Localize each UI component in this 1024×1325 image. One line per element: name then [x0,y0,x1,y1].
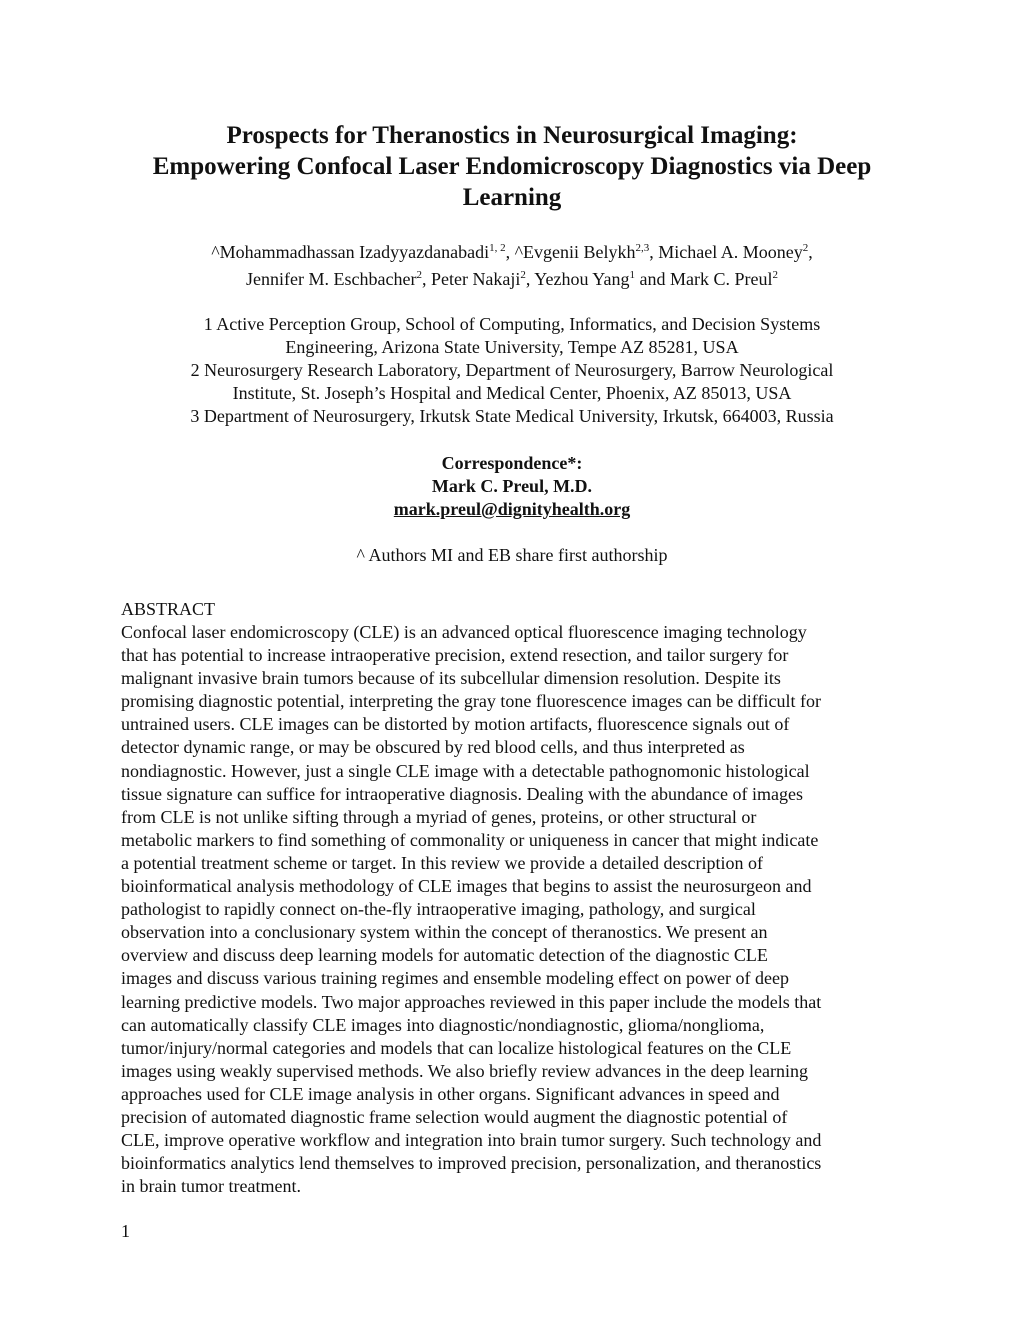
abstract-body [121,621,921,1198]
author-affiliation-marker: 2 [520,269,526,281]
abstract-line: learning predictive models. Two major approaches reviewed in this paper include the models that [121,991,822,1012]
affiliation-line: Engineering, Arizona State University, Tempe AZ 85281, USA [285,337,739,357]
author-affiliation-marker: 2,3 [635,242,650,254]
abstract-line: a potential treatment scheme or target. In this review we provide a detailed description of [121,852,763,873]
author-name: Peter Nakaji [430,269,521,289]
abstract-line: images using weakly supervised methods. We also briefly review advances in the deep learning [121,1060,809,1081]
abstract-line: metabolic markers to find something of commonality or uniqueness in cancer that might indicate [121,829,819,850]
title-line: Prospects for Theranostics in Neurosurgical Imaging: [226,122,798,149]
author-separator: , [421,269,431,289]
abstract-line: can automatically classify CLE images into diagnostic/nondiagnostic, glioma/nonglioma, [121,1014,765,1035]
correspondence-name: Mark C. Preul, M.D. [431,476,593,496]
abstract-line: that has potential to increase intraoperative precision, extend resection, and tailor surgery for [121,645,789,666]
author-name: ^Mohammadhassan Izadyyazdanabadi [211,242,490,262]
author-name: Yezhou Yang [534,269,630,289]
author-list [90,239,934,293]
correspondence-label: Correspondence*: [441,453,583,473]
author-separator: and [634,269,670,289]
abstract-line: detector dynamic range, or may be obscured by red blood cells, and thus interpreted as [121,737,745,758]
affiliation-line: 3 Department of Neurosurgery, Irkutsk State Medical University, Irkutsk, 664003, Russia [190,406,834,426]
affiliation-line: Institute, St. Joseph’s Hospital and Medical Center, Phoenix, AZ 85013, USA [232,383,792,403]
title-line: Learning [462,184,562,211]
author-affiliation-marker: 1, 2 [489,242,506,254]
authorship-note: ^ Authors MI and EB share first authorship [356,545,668,565]
abstract-line: overview and discuss deep learning models for automatic detection of the diagnostic CLE [121,945,768,966]
author-affiliation-marker: 2 [802,242,809,254]
affiliation-line: 2 Neurosurgery Research Laboratory, Department of Neurosurgery, Barrow Neurological [190,360,834,380]
author-line [90,239,934,266]
correspondence-email-link[interactable]: mark.preul@dignityhealth.org [393,499,631,519]
abstract-line: tumor/injury/normal categories and models that can localize histological features on the CLE [121,1037,792,1058]
abstract-line: precision of automated diagnostic frame selection would augment the diagnostic potential of [121,1106,788,1127]
abstract-line: tissue signature can suffice for intraoperative diagnosis. Dealing with the abundance of images [121,783,803,804]
author-affiliation-marker: 2 [772,269,778,281]
author-affiliation-marker: 1 [629,269,635,281]
affiliations [90,313,934,428]
abstract-line: images and discuss various training regimes and ensemble modeling effect on power of deep [121,968,789,989]
author-name: Mark C. Preul [669,269,773,289]
author-separator: , [505,242,515,262]
author-separator: , [808,242,813,262]
abstract-line: in brain tumor treatment. [121,1176,301,1197]
paper-title [100,120,924,213]
author-name: ^Evgenii Belykh [514,242,636,262]
author-name: Michael A. Mooney [658,242,803,262]
title-line: Empowering Confocal Laser Endomicroscopy Diagnostics via Deep [152,153,872,180]
affiliation-line: 1 Active Perception Group, School of Computing, Informatics, and Decision Systems [203,314,821,334]
abstract-heading: ABSTRACT [121,599,216,619]
author-line [90,266,934,293]
abstract-line: pathologist to rapidly connect on-the-fly intraoperative imaging, pathology, and surgical [121,899,756,920]
abstract-line: observation into a conclusionary system within the concept of theranostics. We present an [121,922,768,943]
abstract-line: untrained users. CLE images can be distorted by motion artifacts, fluorescence signals out of [121,714,790,735]
abstract-line: nondiagnostic. However, just a single CLE image with a detectable pathognomonic histological [121,760,810,781]
abstract-line: approaches used for CLE image analysis in other organs. Significant advances in speed and [121,1083,780,1104]
author-separator: , [525,269,535,289]
abstract-line: promising diagnostic potential, interpreting the gray tone fluorescence images can be difficult for [121,691,821,712]
author-affiliation-marker: 2 [416,269,422,281]
abstract-line: Confocal laser endomicroscopy (CLE) is an advanced optical fluorescence imaging technology [121,622,807,642]
abstract-line: bioinformatics analytics lend themselves to improved precision, personalization, and theranostics [121,1153,822,1174]
abstract-line: from CLE is not unlike sifting through a myriad of genes, proteins, or other structural or [121,806,757,827]
author-separator: , [649,242,659,262]
abstract-line: malignant invasive brain tumors because of its subcellular dimension resolution. Despite its [121,668,781,689]
correspondence-block [90,452,934,521]
page-number: 1 [121,1221,130,1241]
author-name: Jennifer M. Eschbacher [246,269,417,289]
abstract-line: CLE, improve operative workflow and integration into brain tumor surgery. Such technology and [121,1130,822,1151]
abstract-line: bioinformatical analysis methodology of CLE images that begins to assist the neurosurgeon and [121,876,812,897]
